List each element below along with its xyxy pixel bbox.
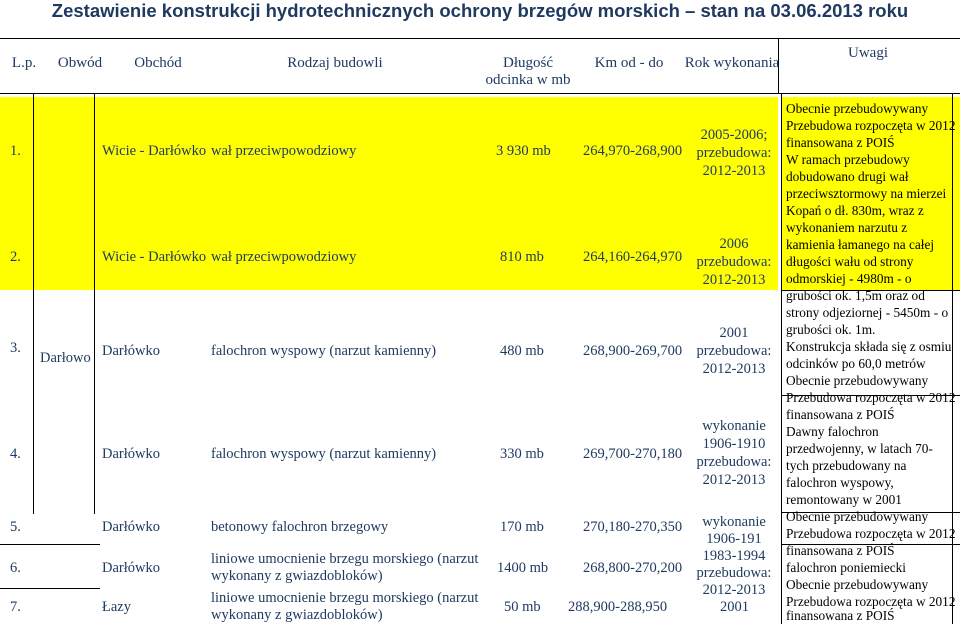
row7-rodzaj-1: liniowe umocnienie brzegu morskiego (narzut: [211, 590, 479, 606]
row4-rok-4: 2012-2013: [702, 472, 766, 488]
row7-dlugosc: 50 mb: [504, 599, 541, 615]
row3-rok-1: 2001: [719, 325, 749, 341]
row6-rodzaj-2: wykonany z gwiazdobloków): [211, 568, 383, 584]
uwagi-line: Dawny falochron: [786, 424, 879, 439]
row5-lp: 5.: [10, 519, 21, 535]
row1-obchod: Wicie - Darłówko: [102, 143, 207, 159]
obwod-cell: Darłowo: [40, 350, 91, 366]
row3-rok-2: przebudowa:: [696, 343, 772, 359]
row5-rodzaj: betonowy falochron brzegowy: [211, 519, 389, 535]
header-obwod: Obwód: [57, 55, 103, 71]
uwagi-line: wykonaniem narzutu z: [786, 220, 908, 235]
uwagi-line: Przebudowa rozpoczęta w 2012: [786, 390, 956, 405]
row2-rodzaj: wał przeciwpowodziowy: [211, 249, 357, 265]
uwagi-line: falochron poniemiecki: [786, 560, 906, 575]
obwod-left-border: [33, 94, 34, 514]
row6-obchod: Darłówko: [102, 560, 160, 576]
row7-rodzaj-2: wykonany z gwiazdobloków): [211, 607, 383, 623]
uwagi-line: odcinków po 60,0 metrów: [786, 356, 926, 371]
row3-rok-3: 2012-2013: [702, 361, 766, 377]
uwagi-line: długości wału od strony: [786, 254, 914, 269]
row4-obchod: Darłówko: [102, 446, 160, 462]
row3-obchod: Darłówko: [102, 343, 160, 359]
row1-rok-2: przebudowa:: [696, 145, 772, 161]
row4-rok-1: wykonanie: [702, 418, 766, 434]
uwagi-line: Obecnie przebudowywany: [786, 509, 929, 524]
row5-rok-2: 1906-191: [706, 531, 762, 547]
row1-rodzaj: wał przeciwpowodziowy: [211, 143, 357, 159]
row7-obchod: Łazy: [102, 599, 131, 615]
header-km: Km od - do: [594, 55, 664, 71]
uwagi-line: grubości ok. 1m.: [786, 322, 876, 337]
row4-rodzaj: falochron wyspowy (narzut kamienny): [211, 446, 437, 462]
header-bottom-border: [0, 93, 960, 94]
uwagi-line: Przebudowa rozpoczęta w 2012: [786, 594, 956, 609]
header-dlugosc-2: odcinka w mb: [485, 72, 571, 88]
row5-obchod: Darłówko: [102, 519, 160, 535]
uwagi-line: Przebudowa rozpoczęta w 2012: [786, 118, 956, 133]
uwagi-line: dobudowano drugi wał: [786, 169, 909, 184]
uwagi-line: Obecnie przebudowywany: [786, 577, 929, 592]
page-title: Zestawienie konstrukcji hydrotechnicznych ochrony brzegów morskich – stan na 03.06.2013 roku: [51, 0, 909, 21]
uwagi-line: finansowana z POIŚ: [786, 608, 895, 623]
row3-km: 268,900-269,700: [583, 343, 683, 359]
row4-km: 269,700-270,180: [583, 446, 683, 462]
uwagi-line: strony odjeziornej - 5450m - o: [786, 305, 949, 320]
row3-lp: 3.: [10, 340, 21, 356]
row6-rodzaj-1: liniowe umocnienie brzegu morskiego (narzut: [211, 551, 479, 567]
uwagi-line: W ramach przebudowy: [786, 152, 910, 167]
row7-lp: 7.: [10, 599, 21, 615]
uwagi-line: finansowana z POIŚ: [786, 543, 895, 558]
row2-rok-1: 2006: [719, 236, 749, 252]
row2-obchod: Wicie - Darłówko: [102, 249, 207, 265]
row4-lp: 4.: [10, 446, 21, 462]
row6-lp: 6.: [10, 560, 21, 576]
row2-lp: 2.: [10, 249, 21, 265]
header-rodzaj: Rodzaj budowli: [287, 55, 383, 71]
uwagi-line: przeciwsztormowy na mierzei: [786, 186, 947, 201]
header-rok: Rok wykonania: [684, 55, 780, 71]
row7-km: 288,900-288,950: [568, 599, 668, 615]
uwagi-line: tych przebudowany na: [786, 458, 907, 473]
row1-dlugosc: 3 930 mb: [496, 143, 551, 159]
header-obchod: Obchód: [134, 55, 182, 71]
row1-rok-1: 2005-2006;: [700, 127, 768, 143]
uwagi-line: remontowany w 2001: [786, 492, 902, 507]
row1-lp: 1.: [10, 143, 21, 159]
row4-rok-3: przebudowa:: [696, 454, 772, 470]
uwagi-line: finansowana z POIŚ: [786, 135, 895, 150]
row2-dlugosc: 810 mb: [500, 249, 544, 265]
uwagi-line: odmorskiej - 4980m - o: [786, 271, 912, 286]
row4-rok-2: 1906-1910: [702, 436, 766, 452]
row-divider-6: [0, 588, 100, 589]
uwagi-line: finansowana z POIŚ: [786, 407, 895, 422]
header-uwagi: Uwagi: [848, 45, 888, 61]
row1-km: 264,970-268,900: [583, 143, 683, 159]
row6-rok-2: przebudowa:: [696, 565, 772, 581]
uwagi-line: Kopań o dł. 830m, wraz z: [786, 203, 924, 218]
row7-rok-1: 2001: [720, 599, 749, 615]
row-divider-5: [0, 544, 100, 545]
uwagi-line: Przebudowa rozpoczęta w 2012: [786, 526, 956, 541]
row2-rok-3: 2012-2013: [702, 272, 766, 288]
header-dlugosc: Długość: [503, 55, 553, 71]
row6-km: 268,800-270,200: [583, 560, 683, 576]
row2-rok-2: przebudowa:: [696, 254, 772, 270]
uwagi-line: kamienia łamanego na całej: [786, 237, 935, 252]
row3-dlugosc: 480 mb: [500, 343, 544, 359]
row5-km: 270,180-270,350: [583, 519, 683, 535]
row5-rok-1: wykonanie: [702, 514, 766, 530]
uwagi-line: falochron wyspowy,: [786, 475, 894, 490]
uwagi-line: Obecnie przebudowywany: [786, 101, 929, 116]
row6-rok-3: 2012-2013: [702, 582, 766, 598]
uwagi-line: Konstrukcja składa się z osmiu: [786, 339, 952, 354]
header-top-border: [0, 38, 960, 39]
row2-km: 264,160-264,970: [583, 249, 683, 265]
uwagi-line: przedwojenny, w latach 70-: [786, 441, 933, 456]
row1-rok-3: 2012-2013: [702, 163, 766, 179]
header-lp: L.p.: [11, 55, 37, 71]
uwagi-line: grubości ok. 1,5m oraz od: [786, 288, 925, 303]
row4-dlugosc: 330 mb: [500, 446, 544, 462]
row5-dlugosc: 170 mb: [500, 519, 544, 535]
row3-rodzaj: falochron wyspowy (narzut kamienny): [211, 343, 437, 359]
obwod-right-border: [94, 94, 95, 514]
row6-rok-1: 1983-1994: [702, 548, 766, 564]
uwagi-line: Obecnie przebudowywany: [786, 373, 929, 388]
row6-dlugosc: 1400 mb: [497, 560, 549, 576]
